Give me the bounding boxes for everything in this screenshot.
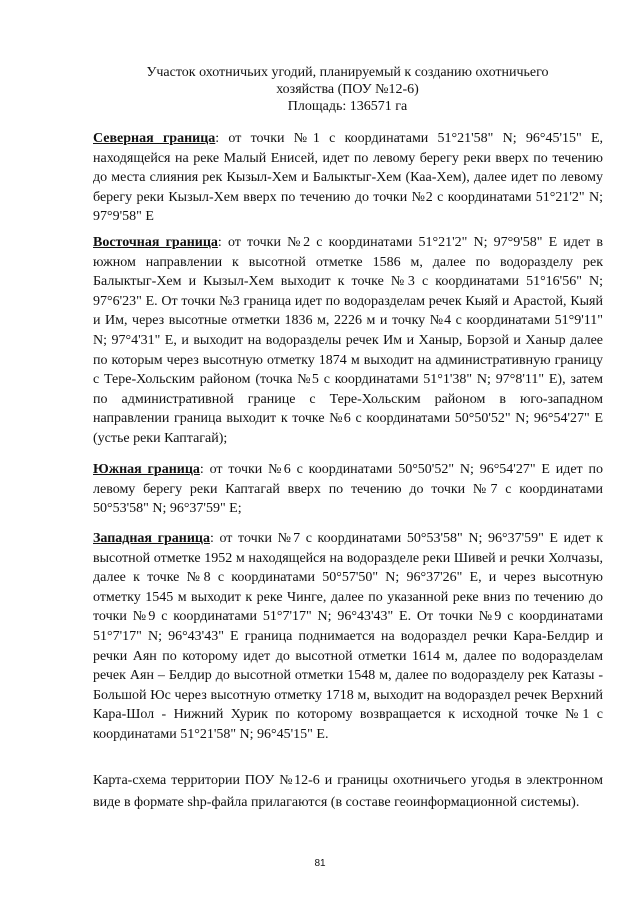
header-area-line: Площадь: 136571 га xyxy=(287,99,408,114)
east-boundary-section xyxy=(93,233,603,449)
north-boundary-heading: Северная граница xyxy=(93,131,216,146)
document-header xyxy=(90,64,605,115)
south-boundary-section xyxy=(93,460,603,519)
page-number: 81 xyxy=(314,858,326,869)
north-boundary-text: : от точки №1 с координатами 51°21'58" N; 96°45'15" E, находящейся на реке Малый Енисей, идет по левому берегу реки вверх по течению до места слияния рек Кызыл-Хем и Балыктыг-Хем (Каа-Хем), далее идет по левому берегу реки Кызыл-Хем вверх по течению до точки №2 с координатами 51°21'2" N; 97°9'58" E xyxy=(93,131,603,225)
east-boundary-heading: Восточная граница xyxy=(93,235,218,250)
east-boundary-text: : от точки №2 с координатами 51°21'2" N; 97°9'58" E идет в южном направлении к высотной отметке 1586 м, далее по водоразделу рек Балыктыг-Хем и Кызыл-Хем выходит к точке №3 с координатами 51°16'56" N; 97°6'23" E. От точки №3 граница идет по водоразделам речек Кыяй и Арастой, Кыяй и Им, через высотные отметки 1836 м, 2226 м и точку №4 с координатами 51°9'11" N; 97°4'31" E, и выходит на водоразделы речек Им и Ханыр, Борзой и Ханыр далее по которым через высотную отметку 1874 м выходит на административную границу с Тере-Хольским районом (точка №5 с координатами 51°1'38" N; 97°8'11" E), затем по административной границе с Тере-Хольским районом в юго-западном направлении граница выходит к точке №6 с координатами 50°50'52" N; 96°54'27" E (устье реки Каптагай); xyxy=(93,235,603,446)
north-boundary-section xyxy=(93,129,603,227)
header-title-line-2: хозяйства (ПОУ №12-6) xyxy=(276,82,419,97)
south-boundary-heading: Южная граница xyxy=(93,462,200,477)
south-boundary-text: : от точки №6 с координатами 50°50'52" N; 96°54'27" E идет по левому берегу реки Каптагай вверх по течению до точки №7 с координатами 50°53'58" N; 96°37'59" E; xyxy=(93,462,603,517)
west-boundary-heading: Западная граница xyxy=(93,531,210,546)
west-boundary-text: : от точки №7 с координатами 50°53'58" N; 96°37'59" E идет к высотной отметке 1952 м находящейся на водоразделе реки Шивей и речки Холчазы, далее к точке №8 с координатами 50°57'50" N; 96°37'26" E, и через высотную отметку 1545 м выходит к реке Чинге, далее по указанной реке вниз по течению до точки №9 с координатами 51°7'17" N; 96°43'43" E. От точки №9 с координатами 51°7'17" N; 96°43'43" E граница поднимается на водораздел речки Кара-Белдир и речки Аян по которому идет до высотной отметки 1614 м, далее по водоразделам речек Аян – Белдир до высотной отметки 1548 м, далее по водоразделу рек Катазы - Большой Юс через высотную отметку 1718 м, выходит на водораздел речек Верхний Кара-Шол - Нижний Хурик по которому возвращается к исходной точке №1 с координатами 51°21'58" N; 96°45'15" E. xyxy=(93,531,603,742)
header-title-line-1: Участок охотничьих угодий, планируемый к созданию охотничьего xyxy=(146,65,549,80)
west-boundary-section xyxy=(93,529,603,745)
closing-paragraph: Карта-схема территории ПОУ №12-6 и границы охотничьего угодья в электронном виде в формате shp-файла прилагаются (в составе геоинформационной системы). xyxy=(93,773,603,810)
